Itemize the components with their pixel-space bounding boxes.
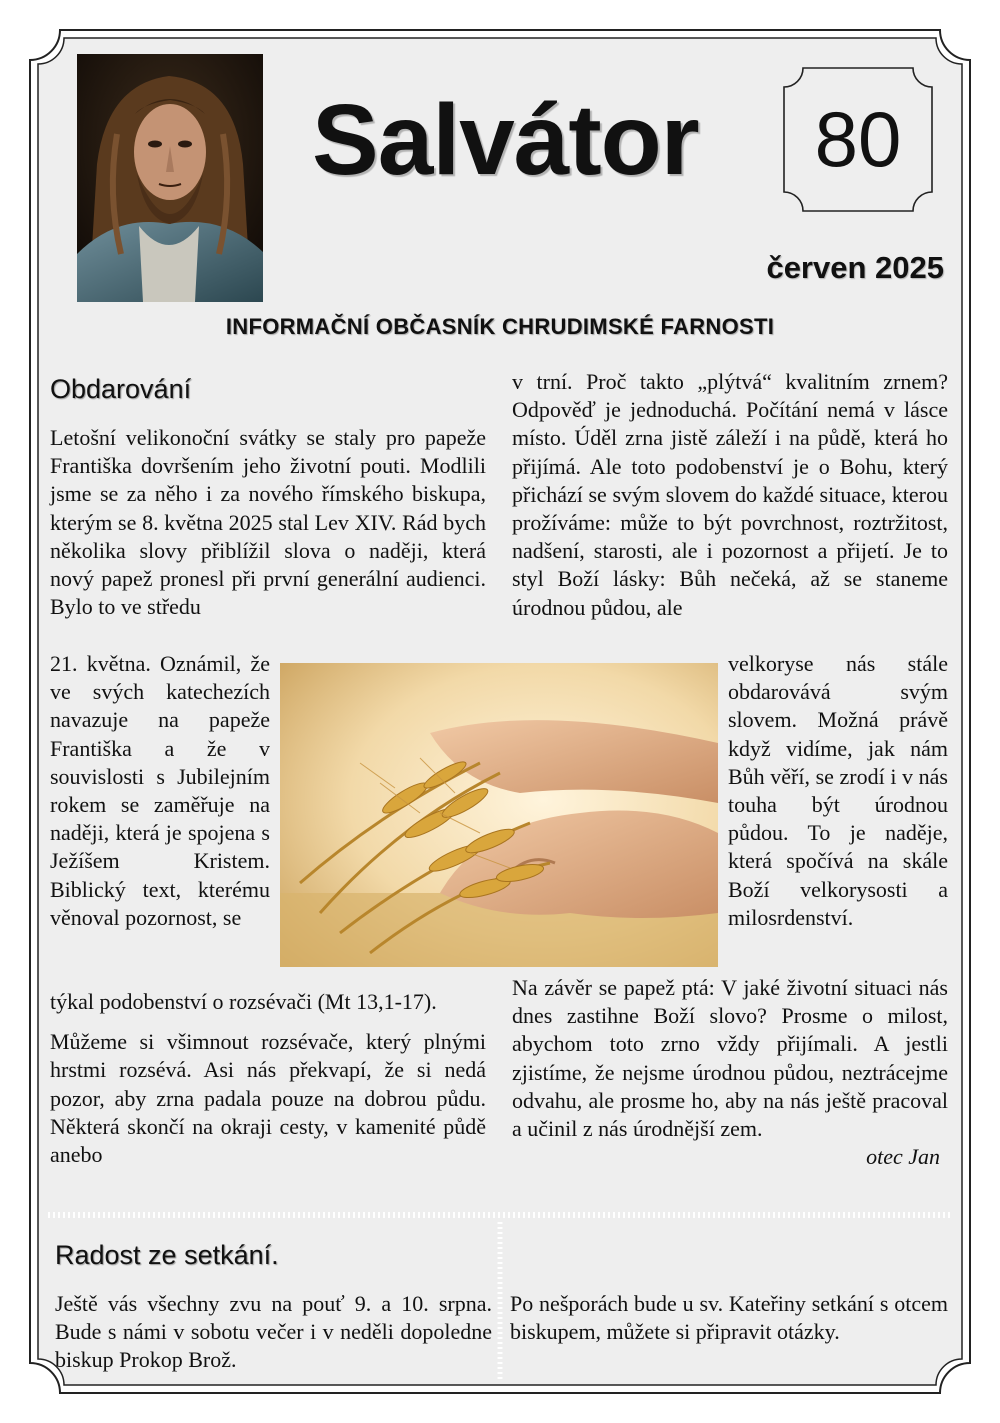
article1-right-wrap	[728, 650, 948, 932]
article1-paragraph: v trní. Proč takto „plýtvá“ kvalitním zrnem? Odpověď je jednoduchá. Počítání nemá v lásce místo. Úděl zrna jistě záleží i na půdě, která ho přijímá. Ale toto podobenství je o Bohu, který přichází se svým slovem do každé situace, kterou prožíváme: může to být povrchnost, roztržitost, nadšení, starosti, ale i pozornost a přijetí. Je to styl Boží lásky: Bůh nečeká, až se staneme úrodnou půdou, ale	[512, 369, 948, 620]
article2-right	[510, 1290, 948, 1346]
article1-paragraph: Můžeme si všimnout rozsévače, který plnými hrstmi rozsévá. Asi nás překvapí, že si nedá pozor, aby zrna padala pouze na dobrou půdu. Některá skončí na okraji cesty, v kamenité půdě anebo	[50, 1029, 486, 1168]
article2-paragraph: Ještě vás všechny zvu na pouť 9. a 10. srpna. Bude s námi v sobotu večer i v neděli dopoledne biskup Prokop Brož.	[55, 1291, 492, 1373]
issue-date: červen 2025	[766, 250, 944, 285]
article1-paragraph: týkal podobenství o rozsévači (Mt 13,1-17).	[50, 989, 437, 1014]
article1-right-bottom	[512, 974, 948, 1171]
article1-paragraph: 21. května. Oznámil, že ve svých katechezích navazuje na papeže Františka a že v souvislosti s Jubilejním rokem se zaměřuje na naději, která je spojena s Ježíšem Kristem. Biblický text, kterému věnoval pozornost, se	[50, 651, 270, 930]
article1-paragraph: Letošní velikonoční svátky se staly pro papeže Františka dovršením jeho životní pouti. Modlili jsme se za něho i za nového římského biskupa, kterým se 8. května 2025 stal Lev XIV. Rád bych několika slovy přiblížil slova o naději, která nový papež pronesl při první generální audienci. Bylo to ve středu	[50, 425, 486, 620]
salvator-portrait	[77, 54, 263, 302]
article1-left-wrap	[50, 650, 270, 932]
issue-number: 80	[814, 95, 902, 183]
newsletter-subtitle: INFORMAČNÍ OBČASNÍK CHRUDIMSKÉ FARNOSTI	[225, 314, 775, 339]
article2-left	[55, 1290, 492, 1375]
article1-right-top	[512, 368, 948, 622]
article1-left-bottom	[50, 988, 486, 1169]
article-heading-radost: Radost ze setkání.	[55, 1240, 279, 1270]
wheat-in-hands-image	[280, 663, 718, 967]
article1-left-top	[50, 424, 486, 621]
article1-paragraph: velkoryse nás stále obdarovává svým slovem. Možná právě když vidíme, jak nám Bůh věří, se zrodí i v nás touha být úrodnou půdou. To je naděje, která spočívá na skále Boží velkorysosti a milosrdenství.	[728, 651, 948, 930]
article2-paragraph: Po nešporách bude u sv. Kateřiny setkání s otcem biskupem, můžete si připravit otázky.	[510, 1291, 948, 1345]
newsletter-title: Salvátor	[312, 84, 699, 196]
article1-paragraph: Na závěr se papež ptá: V jaké životní situaci nás dnes zastihne Boží slovo? Prosme o milost, abychom toto zrno vždy přijímali. A jestli zjistíme, že nejsme úrodnou půdou, neztrácejme odvahu, ale prosme ho, aby na nás ještě pracoval a učinil z nás úrodnější zem.	[512, 975, 948, 1142]
article-heading-obdarovani: Obdarování	[50, 374, 192, 404]
signature: otec Jan	[866, 1144, 940, 1170]
